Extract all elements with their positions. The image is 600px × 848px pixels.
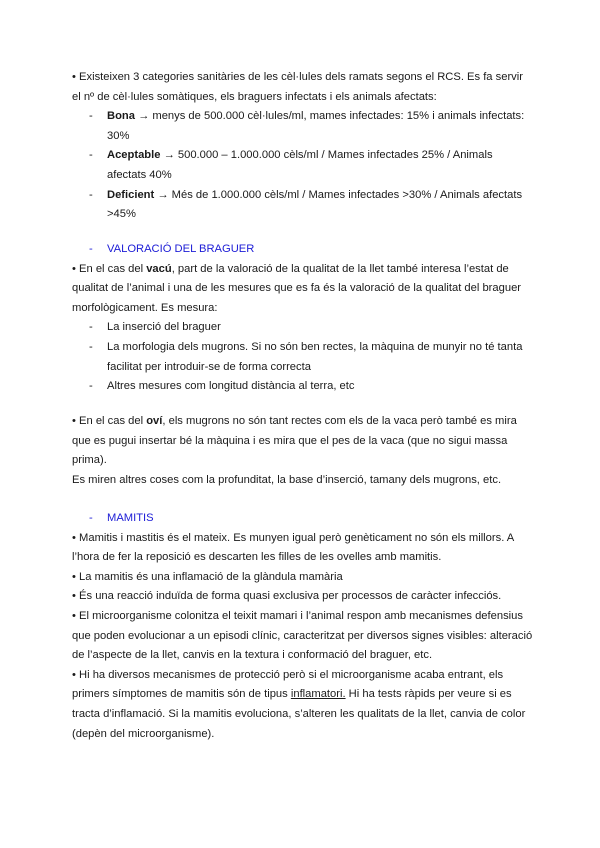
list-dash: - bbox=[89, 243, 93, 255]
measure-text: La morfologia dels mugrons. Si no són ben rectes, la màquina de munyir no té tanta facilitat per introduir-se de forma correcta bbox=[107, 340, 523, 373]
heading-text: MAMITIS bbox=[107, 512, 154, 524]
measure-text: La inserció del braguer bbox=[107, 321, 221, 334]
category-item-bona bbox=[89, 107, 534, 146]
text-run: , els mugrons no són tant rectes com els de la vaca però també es mira que es pugui insertar bé la màquina i es mira que el pes de la vaca (que no sigui massa prima). bbox=[72, 415, 517, 467]
underlined-term: inflamatori. bbox=[290, 688, 346, 701]
list-dash: - bbox=[89, 321, 93, 334]
ovi-block bbox=[72, 412, 534, 490]
mamitis-block bbox=[72, 509, 534, 744]
text-run: • Hi ha diversos mecanismes de protecció però si el microorganisme acaba entrant, els primers símptomes de mamitis són de tipus bbox=[72, 668, 504, 701]
list-dash: - bbox=[89, 380, 93, 393]
list-dash: - bbox=[89, 188, 93, 201]
section-heading-mamitis bbox=[89, 509, 534, 529]
category-item-aceptable bbox=[89, 146, 534, 185]
text-run: Hi ha tests ràpids per veure si es tracta d’inflamació. Si la mamitis evoluciona, s’alteren les qualitats de la llet, canvia de color (depèn del microorganisme). bbox=[72, 688, 526, 740]
list-dash: - bbox=[89, 149, 93, 162]
mamitis-bullet-1: • Mamitis i mastitis és el mateix. Es munyen igual però genèticament no són els millors. A l’hora de fer la reposició es descarten les filles de les ovelles amb mamitis. bbox=[72, 531, 514, 564]
ovi-extra: Es miren altres coses com la profunditat, la base d’inserció, tamany dels mugrons, etc. bbox=[72, 473, 502, 486]
list-dash: - bbox=[89, 512, 93, 524]
ovi-paragraph bbox=[72, 412, 534, 471]
measure-text: Altres mesures com longitud distància al terra, etc bbox=[107, 380, 355, 393]
section-heading-valoracio bbox=[89, 240, 534, 260]
category-label: Aceptable bbox=[107, 149, 161, 162]
list-dash: - bbox=[89, 110, 93, 123]
categories-block bbox=[72, 68, 534, 225]
bold-term: oví bbox=[146, 415, 163, 427]
bold-term: vacú bbox=[146, 262, 172, 275]
mamitis-bullet-2: • La mamitis és una inflamació de la glàndula mamària bbox=[72, 570, 343, 583]
mamitis-bullet-4: • El microorganisme colonitza el teixit mamari i l’animal respon amb mecanismes defensius que poden evolucionar a un episodi clínic, caracteritzat per diversos signes visibles: alteració de l’aspecte de la llet, canvis en la textura i conformació del braguer, etc. bbox=[72, 609, 533, 662]
text-run: • En el cas del bbox=[72, 415, 147, 427]
text-run: • En el cas del bbox=[72, 262, 147, 275]
category-label: Bona bbox=[107, 110, 135, 123]
category-desc: → menys de 500.000 cèl·lules/ml, mames infectades: 15% i animals infectats: 30% bbox=[107, 110, 525, 142]
categories-intro: • Existeixen 3 categories sanitàries de les cèl·lules dels ramats segons el RCS. Es fa servir el nº de cèl·lules somàtiques, els braguers infectats i els animals afectats: bbox=[72, 71, 523, 103]
mamitis-bullet-3: • És una reacció induïda de forma quasi exclusiva per processos de caràcter infecciós. bbox=[72, 590, 502, 603]
category-item-deficient bbox=[89, 186, 534, 225]
mamitis-bullet-5 bbox=[72, 666, 534, 744]
measure-item bbox=[89, 318, 534, 338]
valoracio-block bbox=[72, 240, 534, 397]
measure-item bbox=[89, 377, 534, 397]
measure-item bbox=[89, 338, 534, 377]
category-desc: → Més de 1.000.000 cèls/ml / Mames infectades >30% / Animals afectats >45% bbox=[107, 188, 523, 221]
category-label: Deficient bbox=[107, 188, 155, 201]
list-dash: - bbox=[89, 340, 93, 353]
category-desc: → 500.000 – 1.000.000 cèls/ml / Mames infectades 25% / Animals afectats 40% bbox=[107, 149, 493, 181]
heading-text: VALORACIÓ DEL BRAGUER bbox=[107, 243, 255, 255]
text-run: , part de la valoració de la qualitat de la llet també interesa l’estat de qualitat de l’animal i una de les mesures que es fa és la valoració de la qualitat del braguer morfològicament. Es mesura: bbox=[72, 262, 522, 314]
vacu-paragraph bbox=[72, 260, 534, 319]
